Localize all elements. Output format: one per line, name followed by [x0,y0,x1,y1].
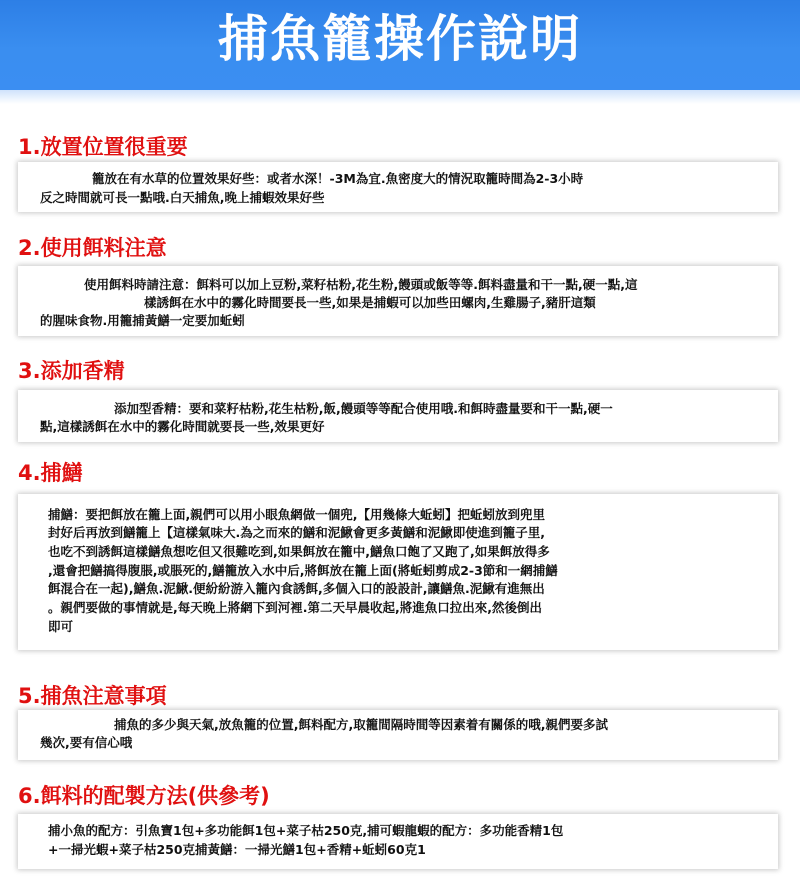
section-4-line: 捕鱔：要把餌放在籠上面,親們可以用小眼魚網做一個兜,【用幾條大蚯蚓】把蚯蚓放到兜里 [48,507,545,522]
section-1-heading: 1.放置位置很重要 [18,135,188,159]
page-title: 捕魚籠操作說明 [218,10,582,68]
section-5-heading: 5.捕魚注意事項 [18,684,167,708]
section-4-card [18,494,778,650]
section-3-line: 添加型香精：要和菜籽枯粉,花生枯粉,飯,饅頭等等配合使用哦.和餌時盡量要和干一點,硬一 [114,401,613,416]
section-6-card [18,814,778,869]
section-4-line: 即可 [48,619,74,634]
section-4-line: 封好后再放到鱔籠上【這樣氣味大.為之而來的鱔和泥鰍會更多黃鱔和泥鰍即使進到籠子里, [48,525,545,540]
section-4-line: ,還會把鱔搞得腹脹,或脹死的,鱔籠放入水中后,將餌放在籠上面(將蚯蚓剪成2-3節和一網捕鱔 [48,563,558,578]
section-2-card [18,266,778,336]
section-6-line: 捕小魚的配方：引魚寶1包+多功能餌1包+菜子枯250克,捕可蝦龍蝦的配方：多功能香精1包 [48,823,564,838]
title-banner [0,0,800,90]
section-5-line: 捕魚的多少與天氣,放魚籠的位置,餌料配方,取籠間隔時間等因素着有關係的哦,親們要多試 [114,717,608,732]
section-6-line: +一掃光蝦+菜子枯250克捕黃鱔：一掃光鱔1包+香精+蚯蚓60克1 [48,842,426,857]
section-4-line: 。親們要做的事情就是,每天晚上將網下到河裡.第二天早晨收起,將進魚口拉出來,然後倒出 [48,600,542,615]
banner-shadow [0,90,800,104]
section-1-card [18,162,778,212]
section-1-line: 籠放在有水草的位置效果好些：或者水深！-3M為宜.魚密度大的情況取籠時間為2-3小時 [92,171,584,186]
section-2-line: 的腥味食物.用籠捕黃鱔一定要加蚯蚓 [40,313,245,328]
section-3-line: 點,這樣誘餌在水中的霧化時間就要長一些,效果更好 [40,419,325,434]
section-2-heading: 2.使用餌料注意 [18,236,167,260]
section-3-card [18,390,778,442]
section-1-line: 反之時間就可長一點哦.白天捕魚,晚上捕蝦效果好些 [40,190,325,205]
section-4-line: 餌混合在一起),鱔魚.泥鰍.便紛紛游入籠內食誘餌,多個入口的設設計,讓鱔魚.泥鰍有進無出 [48,581,545,596]
section-2-line: 使用餌料時請注意：餌料可以加上豆粉,菜籽枯粉,花生粉,饅頭或飯等等.餌料盡量和干一點,硬一點,這 [84,277,638,292]
section-2-line: 樣誘餌在水中的霧化時間要長一些,如果是捕蝦可以加些田螺肉,生雞腸子,豬肝這類 [144,295,596,310]
section-6-heading: 6.餌料的配製方法(供參考) [18,784,270,808]
section-5-line: 幾次,要有信心哦 [40,735,133,750]
section-4-line: 也吃不到誘餌這樣鱔魚想吃但又很難吃到,如果餌放在籠中,鱔魚口飽了又跑了,如果餌放得多 [48,544,550,559]
section-4-heading: 4.捕鱔 [18,461,83,485]
section-5-card [18,710,778,760]
section-3-heading: 3.添加香精 [18,359,125,383]
